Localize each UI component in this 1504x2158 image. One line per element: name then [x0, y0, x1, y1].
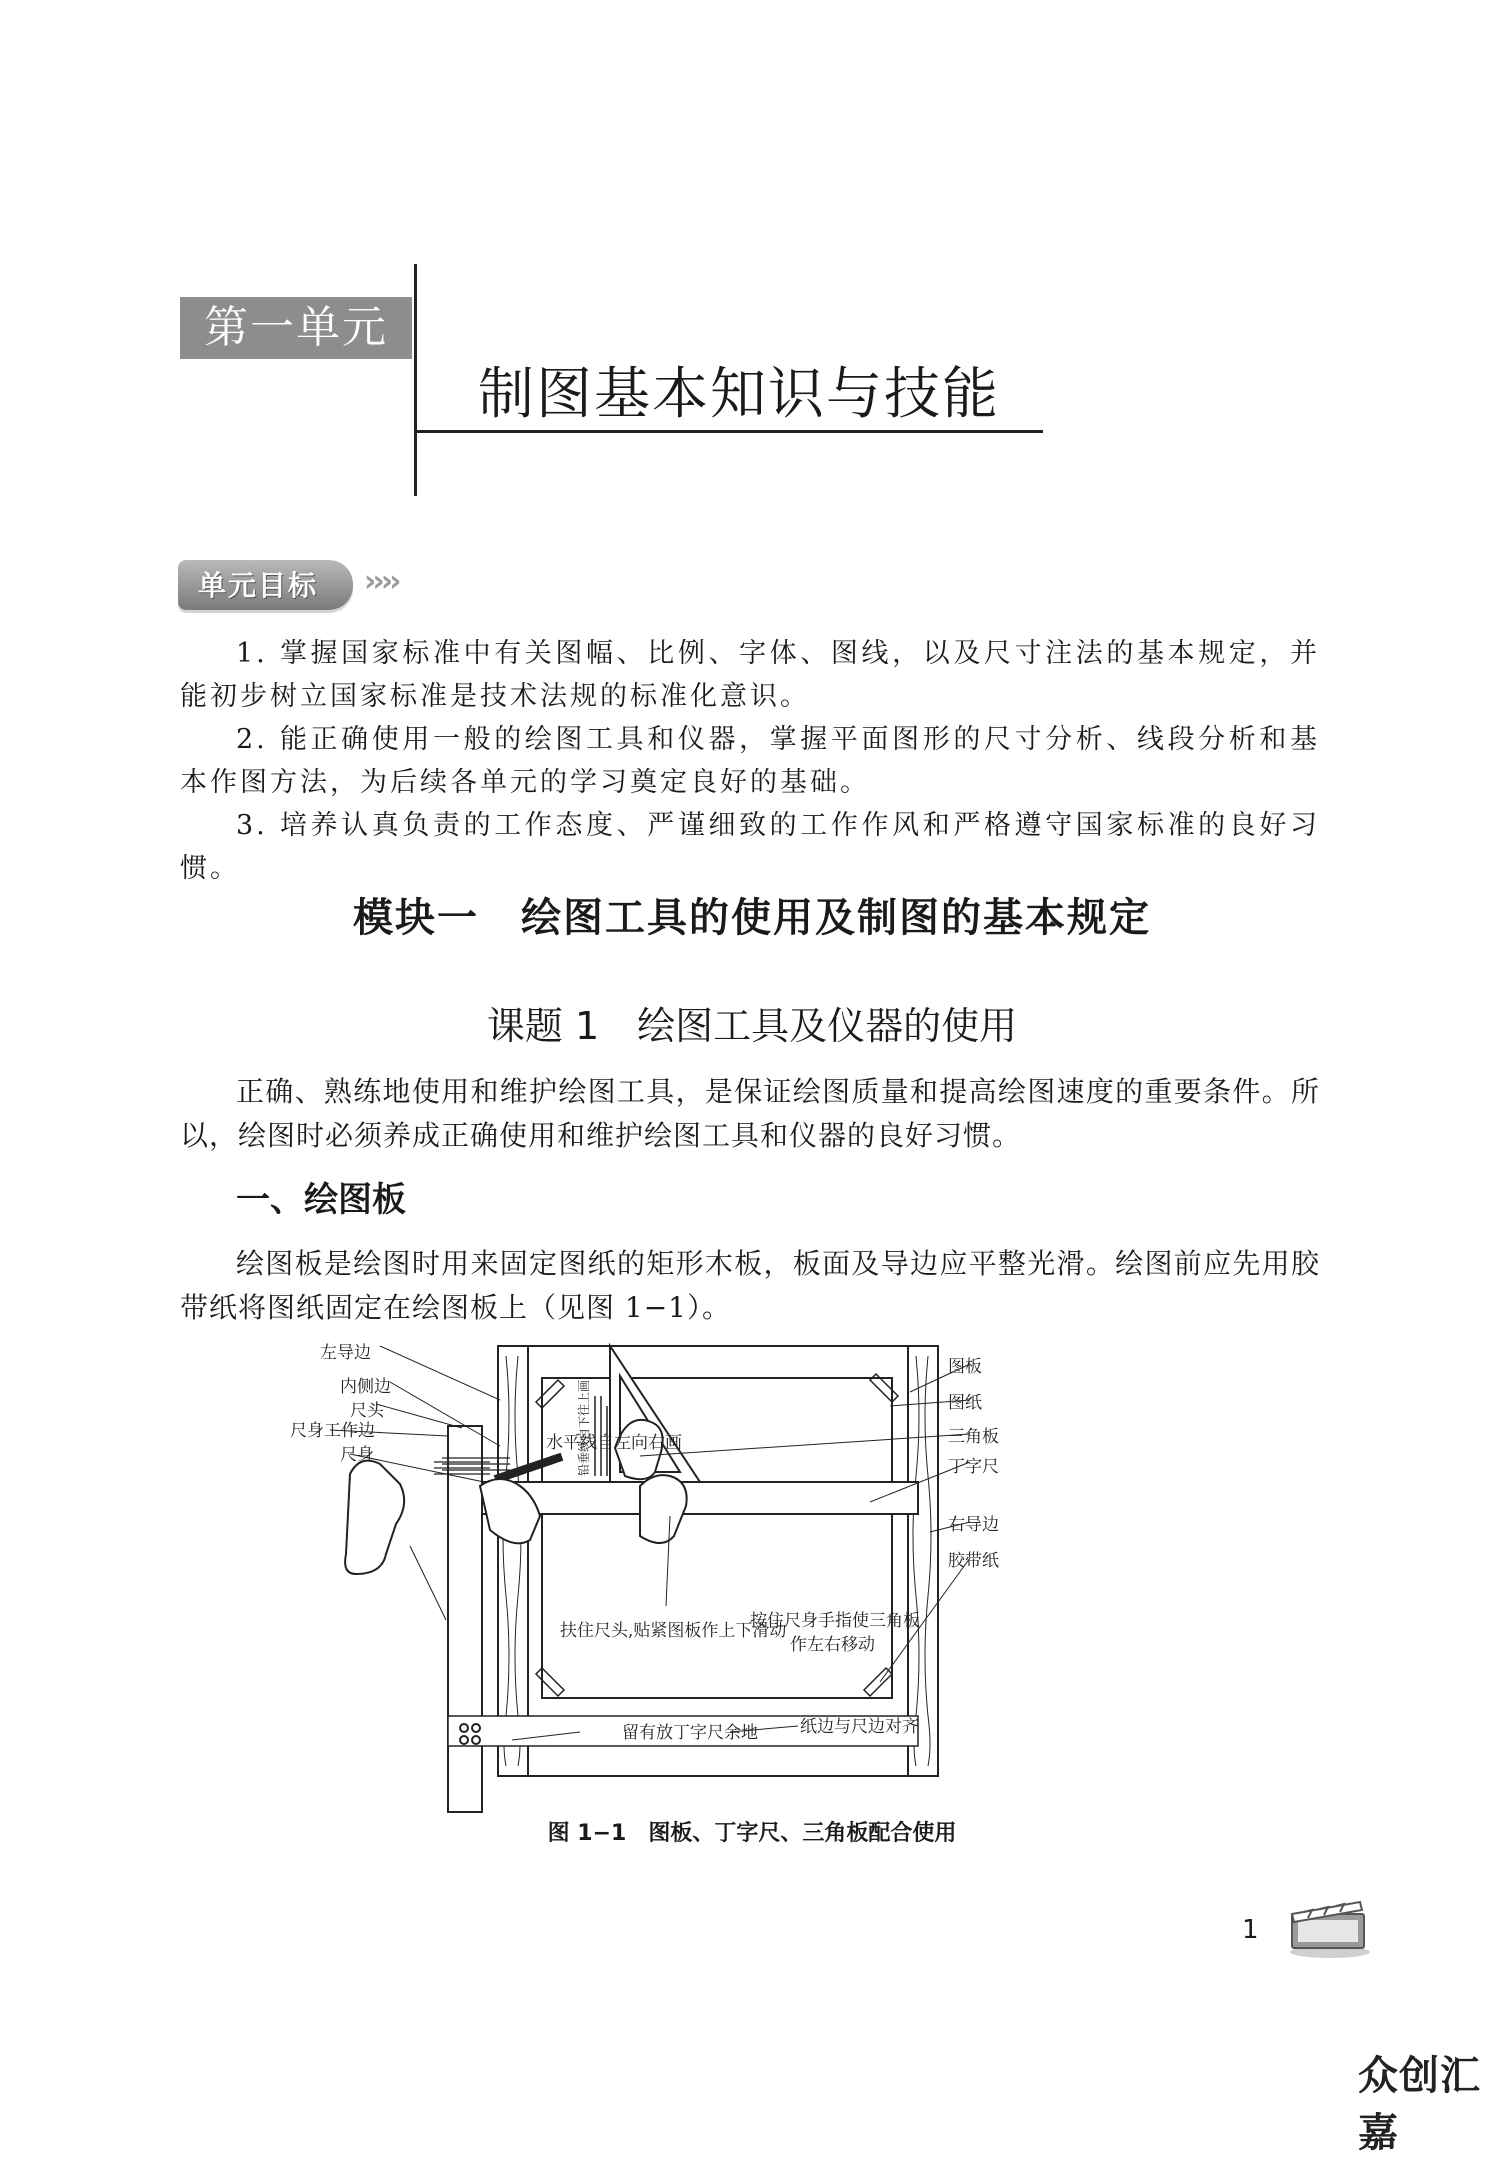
topic-intro	[180, 1070, 1320, 1158]
unit-goals-badge	[178, 554, 418, 618]
goal-item: 1. 掌握国家标准中有关图幅、比例、字体、图线，以及尺寸注法的基本规定，并能初步树立国家标准是技术法规的标准化意识。	[180, 638, 1320, 712]
figure-caption: 图 1−1 图板、丁字尺、三角板配合使用	[547, 1821, 957, 1846]
label-left-guide: 左导边	[320, 1343, 371, 1363]
goal-item: 3. 培养认真负责的工作态度、严谨细致的工作作风和严格遵守国家标准的良好习惯。	[180, 810, 1320, 884]
label-board: 图板	[948, 1357, 982, 1377]
chevron-right-icon: ››››	[364, 564, 398, 599]
label-t-square: 丁字尺	[948, 1457, 999, 1477]
page-number: 1	[1242, 1915, 1259, 1945]
label-horizontal-note: 水平线自左向右画	[546, 1433, 682, 1453]
figure-drawing-board	[290, 1336, 1160, 1814]
drawing-board-illustration	[290, 1336, 1160, 1814]
left-guide-strip	[498, 1346, 528, 1776]
t-square-blade	[480, 1482, 918, 1514]
label-paper: 图纸	[948, 1393, 982, 1413]
section-title: 一、绘图板	[236, 1180, 406, 1220]
label-tape: 胶带纸	[948, 1551, 999, 1571]
header-vertical-rule	[414, 264, 417, 496]
t-square-head	[448, 1426, 482, 1812]
module-title: 模块一 绘图工具的使用及制图的基本规定	[353, 894, 1151, 941]
label-press-note-2: 作左右移动	[790, 1635, 875, 1655]
label-right-guide: 右导边	[948, 1515, 999, 1535]
label-margin-note: 留有放丁字尺余地	[622, 1723, 758, 1743]
label-triangle: 三角板	[948, 1427, 999, 1447]
unit-label: 第一单元	[180, 297, 412, 359]
label-vertical-note: 铅垂线自下往上画	[577, 1379, 591, 1476]
section-paragraph	[180, 1242, 1320, 1330]
label-press-note-1: 按住尺身手指使三角板	[750, 1611, 920, 1631]
left-hand-drawing	[345, 1461, 404, 1574]
goal-list	[180, 632, 1320, 890]
goal-item: 2. 能正确使用一般的绘图工具和仪器，掌握平面图形的尺寸分析、线段分析和基本作图方法，为后续各单元的学习奠定良好的基础。	[180, 724, 1320, 798]
label-inner-edge: 内侧边	[340, 1377, 391, 1397]
unit-title: 制图基本知识与技能	[478, 362, 1000, 427]
badge-label: 单元目标	[198, 569, 319, 602]
section-paragraph-text: 绘图板是绘图时用来固定图纸的矩形木板，板面及导边应平整光滑。绘图前应先用胶带纸将图纸固定在绘图板上（见图 1−1）。	[180, 1247, 1320, 1324]
label-ruler-work-edge: 尺身工作边	[290, 1421, 375, 1441]
header-horizontal-rule	[416, 430, 1043, 433]
clapperboard-icon	[1280, 1888, 1372, 1960]
topic-intro-text: 正确、熟练地使用和维护绘图工具，是保证绘图质量和提高绘图速度的重要条件。所以，绘图时必须养成正确使用和维护绘图工具和仪器的良好习惯。	[180, 1075, 1320, 1152]
lower-hand-drawing	[640, 1475, 687, 1543]
label-ruler-head: 尺头	[350, 1401, 384, 1421]
board-outline	[498, 1346, 938, 1776]
right-guide-strip	[908, 1346, 938, 1776]
label-hold-head-note: 扶住尺头,贴紧图板作上下滑动	[560, 1621, 787, 1641]
watermark: 众创汇嘉	[1358, 2053, 1481, 2156]
topic-title: 课题 1 绘图工具及仪器的使用	[486, 1004, 1018, 1048]
label-ruler-body: 尺身	[340, 1445, 374, 1465]
label-align-note: 纸边与尺边对齐	[800, 1717, 919, 1737]
